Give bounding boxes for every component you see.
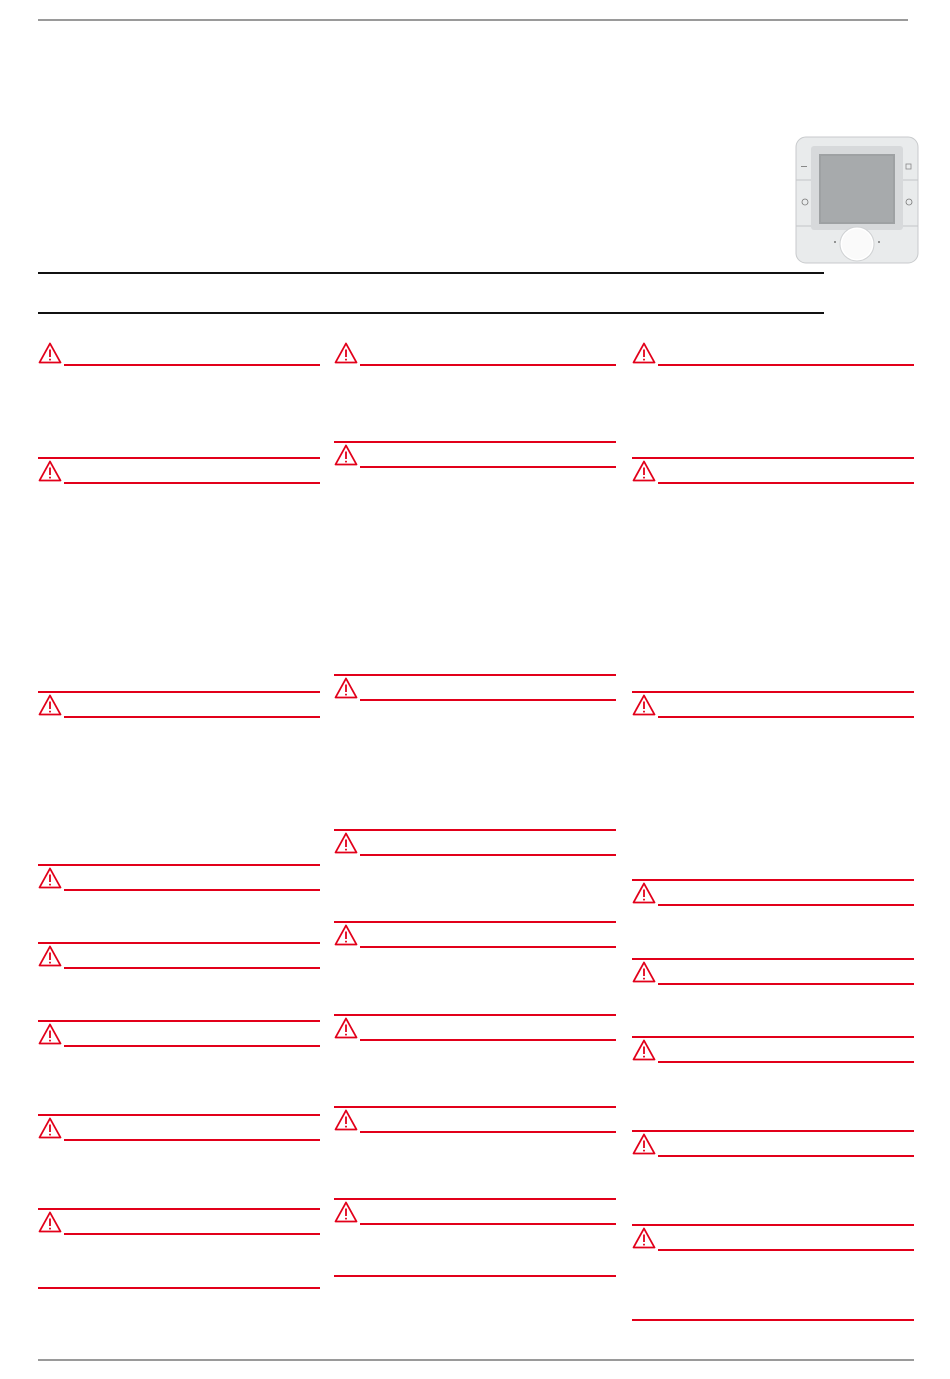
warning-header: [334, 830, 616, 856]
warning-box: [334, 1107, 616, 1200]
warning-box: [38, 943, 320, 1022]
warning-box: [334, 830, 616, 923]
warning-box: [334, 1015, 616, 1108]
warning-box: [38, 1209, 320, 1289]
warning-header: [38, 1115, 320, 1141]
warning-box: [632, 692, 914, 881]
warning-header: [38, 943, 320, 969]
warning-header-rule: [658, 904, 914, 906]
warning-header: [38, 865, 320, 891]
warning-header: [38, 692, 320, 718]
warning-triangle-icon: [334, 444, 358, 466]
title-rule-top: [38, 272, 824, 274]
warning-triangle-icon: [38, 460, 62, 482]
warning-header-rule: [64, 1233, 320, 1235]
warning-box: [334, 1199, 616, 1277]
warning-bottom-rule: [334, 1275, 616, 1277]
warning-header: [38, 340, 320, 366]
warning-box: [632, 959, 914, 1038]
warning-triangle-icon: [632, 342, 656, 364]
warning-header-rule: [360, 1039, 616, 1041]
warning-header-rule: [64, 889, 320, 891]
warning-triangle-icon: [632, 694, 656, 716]
warning-header: [632, 458, 914, 484]
warning-triangle-icon: [334, 924, 358, 946]
warning-header: [632, 1131, 914, 1157]
warning-header-rule: [360, 466, 616, 468]
warning-header-rule: [360, 854, 616, 856]
warning-box: [38, 1115, 320, 1210]
warning-header: [334, 1199, 616, 1225]
warning-header: [334, 442, 616, 468]
warning-box: [632, 1037, 914, 1132]
warning-header: [38, 458, 320, 484]
warning-triangle-icon: [38, 1023, 62, 1045]
warning-header-rule: [64, 1139, 320, 1141]
warning-header: [38, 1021, 320, 1047]
warning-triangle-icon: [334, 1017, 358, 1039]
warning-header-rule: [658, 983, 914, 985]
warning-box: [38, 692, 320, 866]
warning-header-rule: [360, 1131, 616, 1133]
warning-box: [632, 1131, 914, 1226]
footer-rule: [38, 1359, 914, 1361]
warning-header-rule: [64, 716, 320, 718]
warning-header-rule: [658, 716, 914, 718]
warning-triangle-icon: [334, 342, 358, 364]
warning-header-rule: [360, 699, 616, 701]
warning-triangle-icon: [38, 867, 62, 889]
warning-triangle-icon: [334, 1109, 358, 1131]
warning-box: [334, 675, 616, 831]
thermostat-device-image: [795, 136, 919, 264]
warning-triangle-icon: [38, 945, 62, 967]
warning-header-rule: [360, 946, 616, 948]
warning-header: [632, 1037, 914, 1063]
thermostat-device-icon: [795, 136, 919, 264]
warning-triangle-icon: [38, 1117, 62, 1139]
warning-header-rule: [64, 364, 320, 366]
warning-header: [632, 959, 914, 985]
warning-triangle-icon: [632, 1133, 656, 1155]
warning-triangle-icon: [334, 832, 358, 854]
warning-box: [334, 442, 616, 676]
warning-triangle-icon: [38, 694, 62, 716]
title-rule-bottom: [38, 312, 824, 314]
warning-header: [334, 675, 616, 701]
warning-triangle-icon: [334, 1201, 358, 1223]
warning-box: [38, 458, 320, 693]
warning-header: [334, 922, 616, 948]
warning-header-rule: [658, 364, 914, 366]
warning-header: [334, 340, 616, 366]
warning-triangle-icon: [632, 961, 656, 983]
warning-header-rule: [658, 1155, 914, 1157]
warning-box: [38, 865, 320, 944]
warning-header-rule: [658, 1061, 914, 1063]
warning-bottom-rule: [632, 1319, 914, 1321]
warning-header-rule: [360, 1223, 616, 1225]
warning-box: [632, 340, 914, 459]
warning-header-rule: [658, 1249, 914, 1251]
warning-triangle-icon: [334, 677, 358, 699]
warning-header-rule: [64, 482, 320, 484]
warning-box: [632, 458, 914, 693]
warning-header: [334, 1015, 616, 1041]
warning-box: [632, 1225, 914, 1321]
warning-header: [38, 1209, 320, 1235]
warning-box: [632, 880, 914, 960]
warning-box: [334, 340, 616, 443]
warning-triangle-icon: [38, 1211, 62, 1233]
warning-triangle-icon: [38, 342, 62, 364]
header-rule: [38, 19, 908, 21]
warning-triangle-icon: [632, 1039, 656, 1061]
warning-header: [632, 1225, 914, 1251]
warning-box: [38, 340, 320, 459]
warning-triangle-icon: [632, 882, 656, 904]
warning-header-rule: [360, 364, 616, 366]
warning-bottom-rule: [38, 1287, 320, 1289]
warning-triangle-icon: [632, 1227, 656, 1249]
warning-box: [334, 922, 616, 1016]
warning-header-rule: [658, 482, 914, 484]
warning-header: [632, 340, 914, 366]
warning-triangle-icon: [632, 460, 656, 482]
warning-header-rule: [64, 967, 320, 969]
warning-header: [334, 1107, 616, 1133]
warning-header-rule: [64, 1045, 320, 1047]
warning-header: [632, 880, 914, 906]
warning-header: [632, 692, 914, 718]
warning-box: [38, 1021, 320, 1116]
